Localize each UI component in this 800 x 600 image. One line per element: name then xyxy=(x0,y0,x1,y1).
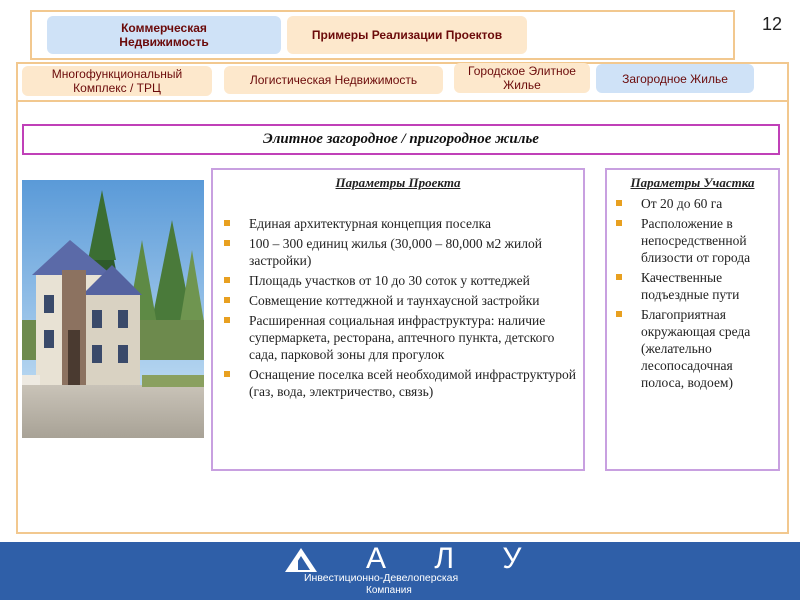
list-item: 100 – 300 единиц жилья (30,000 – 80,000 м2 жилой застройки) xyxy=(249,235,577,269)
list-item: Площадь участков от 10 до 30 соток у коттеджей xyxy=(249,272,577,289)
bullet-icon xyxy=(224,371,230,377)
site-params-panel xyxy=(605,168,780,471)
bullet-icon xyxy=(224,317,230,323)
tab-label: Коммерческая Недвижимость xyxy=(119,21,209,49)
house-photo xyxy=(22,180,204,438)
project-params-list xyxy=(213,215,583,400)
section-title: Элитное загородное / пригородное жилье xyxy=(22,124,780,155)
bullet-icon xyxy=(224,277,230,283)
bullet-icon xyxy=(224,297,230,303)
project-params-title: Параметры Проекта xyxy=(335,175,461,190)
subtab-multifunctional-complex[interactable] xyxy=(22,66,212,96)
subtab-country-housing[interactable] xyxy=(596,64,754,93)
list-item: Благоприятная окружающая среда (желательно лесопосадочная полоса, водоем) xyxy=(641,306,774,391)
company-subtitle-2: Компания xyxy=(366,585,412,596)
list-item: Расширенная социальная инфраструктура: наличие супермаркета, ресторана, аптечного пункта, детского сада, парковой зоны для прогулок xyxy=(249,312,577,363)
list-item: Качественные подъездные пути xyxy=(641,269,774,303)
subtab-label: Загородное Жилье xyxy=(622,71,728,86)
subtab-label: Логистическая Недвижимость xyxy=(249,73,418,87)
subtab-label: Городское Элитное Жилье xyxy=(468,64,576,92)
company-subtitle: Инвестиционно-Девелоперская xyxy=(304,572,459,584)
tab-label: Примеры Реализации Проектов xyxy=(311,28,503,42)
list-item: От 20 до 60 га xyxy=(641,195,774,212)
project-params-panel xyxy=(211,168,585,471)
subtab-logistics[interactable] xyxy=(224,66,443,94)
page-number: 12 xyxy=(761,14,782,34)
site-params-list xyxy=(607,195,778,391)
subtab-label: Многофункциональный Комплекс / ТРЦ xyxy=(51,67,183,95)
tab-project-examples[interactable] xyxy=(287,16,527,54)
bullet-icon xyxy=(224,220,230,226)
site-params-title: Параметры Участка xyxy=(630,175,755,190)
tab-commercial-real-estate[interactable] xyxy=(47,16,281,54)
list-item: Совмещение коттеджной и таунхаусной застройки xyxy=(249,292,577,309)
bullet-icon xyxy=(616,200,622,206)
divider xyxy=(16,100,789,102)
company-name: А Л У xyxy=(366,542,542,575)
bullet-icon xyxy=(616,274,622,280)
list-item: Оснащение поселка всей необходимой инфраструктурой (газ, вода, электричество, связь) xyxy=(249,366,577,400)
bullet-icon xyxy=(616,220,622,226)
list-item: Единая архитектурная концепция поселка xyxy=(249,215,577,232)
subtab-city-elite-housing[interactable] xyxy=(454,63,590,93)
bullet-icon xyxy=(616,311,622,317)
bullet-icon xyxy=(224,240,230,246)
company-logo-icon xyxy=(284,547,318,573)
list-item: Расположение в непосредственной близости от города xyxy=(641,215,774,266)
